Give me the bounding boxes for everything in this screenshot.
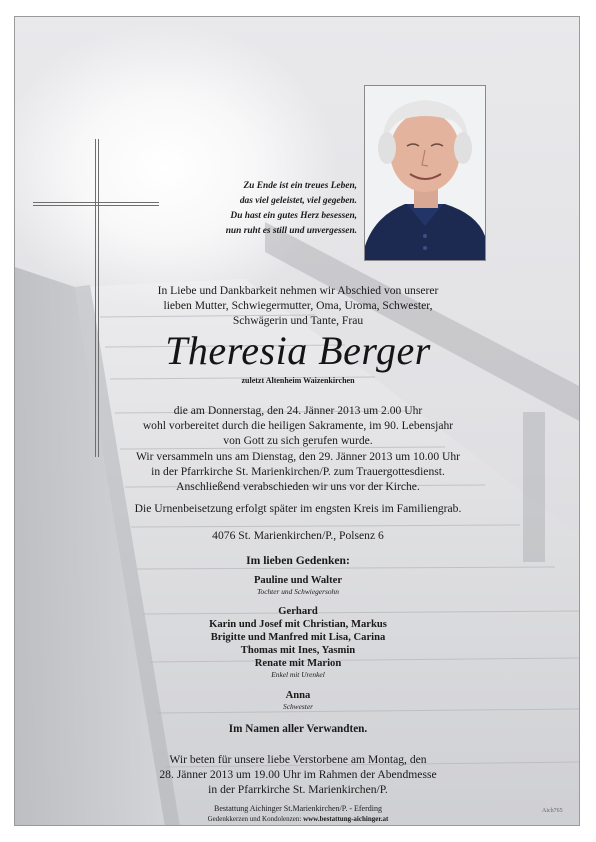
mourner-names: Thomas mit Ines, Yasmin — [240, 645, 356, 656]
service-line: Anschließend verabschieden wir uns vor der Kirche. — [176, 480, 420, 493]
intro-line: In Liebe und Dankbarkeit nehmen wir Abschied von unserer — [157, 284, 439, 297]
mourner-names: Brigitte und Manfred mit Lisa, Carina — [210, 632, 386, 643]
intro-line: lieben Mutter, Schwiegermutter, Oma, Uroma, Schwester, — [163, 299, 433, 312]
closing-line: Wir beten für unsere liebe Verstorbene am Montag, den — [169, 753, 427, 766]
poem-line: Zu Ende ist ein treues Leben, — [243, 181, 357, 191]
memorial-poem — [155, 179, 357, 239]
memory-title: Im lieben Gedenken: — [246, 554, 350, 567]
mourner-names: Anna — [285, 690, 311, 701]
deceased-name: Theresia Berger — [165, 328, 431, 373]
mourner-relation: Tochter und Schwiegersohn — [257, 587, 339, 596]
closing-line: in der Pfarrkirche St. Marienkirchen/P. — [208, 783, 388, 796]
death-notice — [15, 403, 580, 448]
death-line: wohl vorbereitet durch die heiligen Sakramente, im 90. Lebensjahr — [142, 419, 454, 432]
mourner-names: Renate mit Marion — [254, 658, 342, 669]
mourner-names: Karin und Josef mit Christian, Markus — [209, 619, 387, 630]
closing-line: 28. Jänner 2013 um 19.00 Uhr im Rahmen der Abendmesse — [159, 768, 437, 781]
funeral-service — [15, 449, 580, 494]
evening-mass-notice — [15, 752, 580, 797]
last-residence: zuletzt Altenheim Waizenkirchen — [241, 376, 355, 385]
condolence-note — [15, 814, 580, 824]
funeral-home-website-link[interactable]: www.bestattung-aichinger.at — [303, 815, 389, 823]
condolence-label: Gedenkkerzen und Kondolenzen: — [207, 815, 304, 823]
intro-line: Schwägerin und Tante, Frau — [232, 314, 364, 327]
portrait-photo — [364, 85, 486, 261]
service-line: Wir versammeln uns am Dienstag, den 29. Jänner 2013 um 10.00 Uhr — [135, 450, 461, 463]
funeral-home-name: Bestattung Aichinger St.Marienkirchen/P. - Eferding — [214, 804, 382, 813]
funeral-home-footer — [15, 803, 580, 824]
service-line: in der Pfarrkirche St. Marienkirchen/P. zum Trauergottesdienst. — [151, 465, 445, 478]
death-line: die am Donnerstag, den 24. Jänner 2013 um 2.00 Uhr — [173, 404, 423, 417]
mourner-names: Gerhard — [278, 606, 318, 617]
obituary-card — [14, 16, 580, 826]
urn-burial-note: Die Urnenbeisetzung erfolgt später im engsten Kreis im Familiengrab. — [134, 502, 462, 515]
mourner-group — [15, 605, 580, 680]
reference-code: Aich765 — [542, 808, 563, 814]
family-address: 4076 St. Marienkirchen/P., Polsenz 6 — [212, 529, 384, 542]
mourner-relation: Enkel mit Urenkel — [271, 670, 325, 679]
mourner-group — [15, 574, 580, 597]
mourner-group — [15, 689, 580, 712]
farewell-intro — [15, 283, 580, 328]
cross-horizontal-beam — [33, 202, 159, 206]
poem-line: nun ruht es still und unvergessen. — [225, 226, 357, 236]
mourner-relation: Schwester — [283, 702, 313, 711]
poem-line: das viel geleistet, viel gegeben. — [239, 196, 357, 206]
on-behalf-of-relatives: Im Namen aller Verwandten. — [228, 723, 368, 735]
mourner-names: Pauline und Walter — [253, 575, 343, 586]
poem-line: Du hast ein gutes Herz besessen, — [230, 211, 357, 221]
death-line: von Gott zu sich gerufen wurde. — [223, 434, 373, 447]
